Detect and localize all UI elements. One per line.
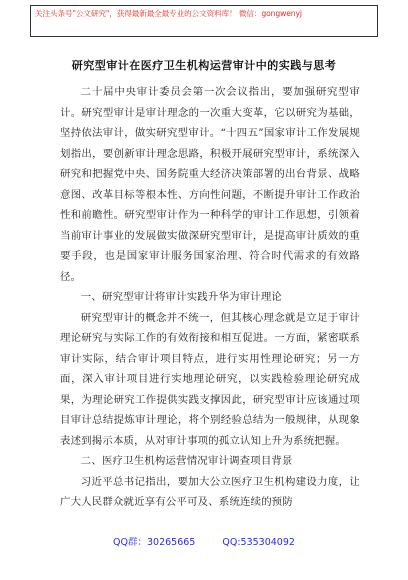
footer-qq-number: QQ:535304092: [222, 537, 295, 548]
paragraph-intro: 二十届中央审计委员会第一次会议指出，要加强研究型审计。研究型审计是审计理念的一次重大变革，它以研究为基础，坚持依法审计，做实研究型审计。“十四五”国家审计工作发展规划指出，要创新审计理念思路，积极开展研究型审计，系统深入研究和把握党中央、国务院重大经济决策部署的出台背景、战略意图、改革目标等根本性、方向性问题，不断提升审计工作政治性和前瞻性。研究型审计作为一种科学的审计工作思想，引领着当前审计事业的发展做实做深研究型审计，是提高审计质效的重要手段，也是国家审计服务国家治理、符合时代需求的有效路径。: [60, 86, 360, 283]
paragraph-section-2: 习近平总书记指出，要加大公立医疗卫生机构建设力度，让广大人民群众就近享有公平可及、系统连续的预防: [60, 475, 360, 508]
section-heading-2: 二、医疗卫生机构运营情况审计调查项目背景: [80, 455, 293, 467]
footer-contacts: [0, 534, 408, 548]
document-body: [60, 82, 360, 513]
header-banner: 关注头条号"公文研究"，获得最新最全最专业的公文资料库！ 微信：gongwenyj: [30, 5, 378, 37]
section-heading-1: 一、研究型审计将审计实践升华为审计理论: [80, 291, 283, 303]
document-title: 研究型审计在医疗卫生机构运营审计中的实践与思考: [71, 59, 337, 72]
footer-qq-group: QQ群：30265665: [113, 537, 196, 548]
paragraph-section-1: 研究型审计的概念并不统一，但其核心理念就是立足于审计理论研究与实际工作的有效衔接和相互促进。一方面，紧密联系审计实际，结合审计项目特点，进行实用性理论研究；另一方面，深入审计项目进行实地理论研究，以实践检验理论研究成果，为理论研究工作提供实践支撑因此，研究型审计应该通过项目审计总结提炼审计理论，将个别经验总结为一般规律，从现象表述到揭示本质，从对审计事项的孤立认知上升为系统把握。: [60, 311, 360, 447]
